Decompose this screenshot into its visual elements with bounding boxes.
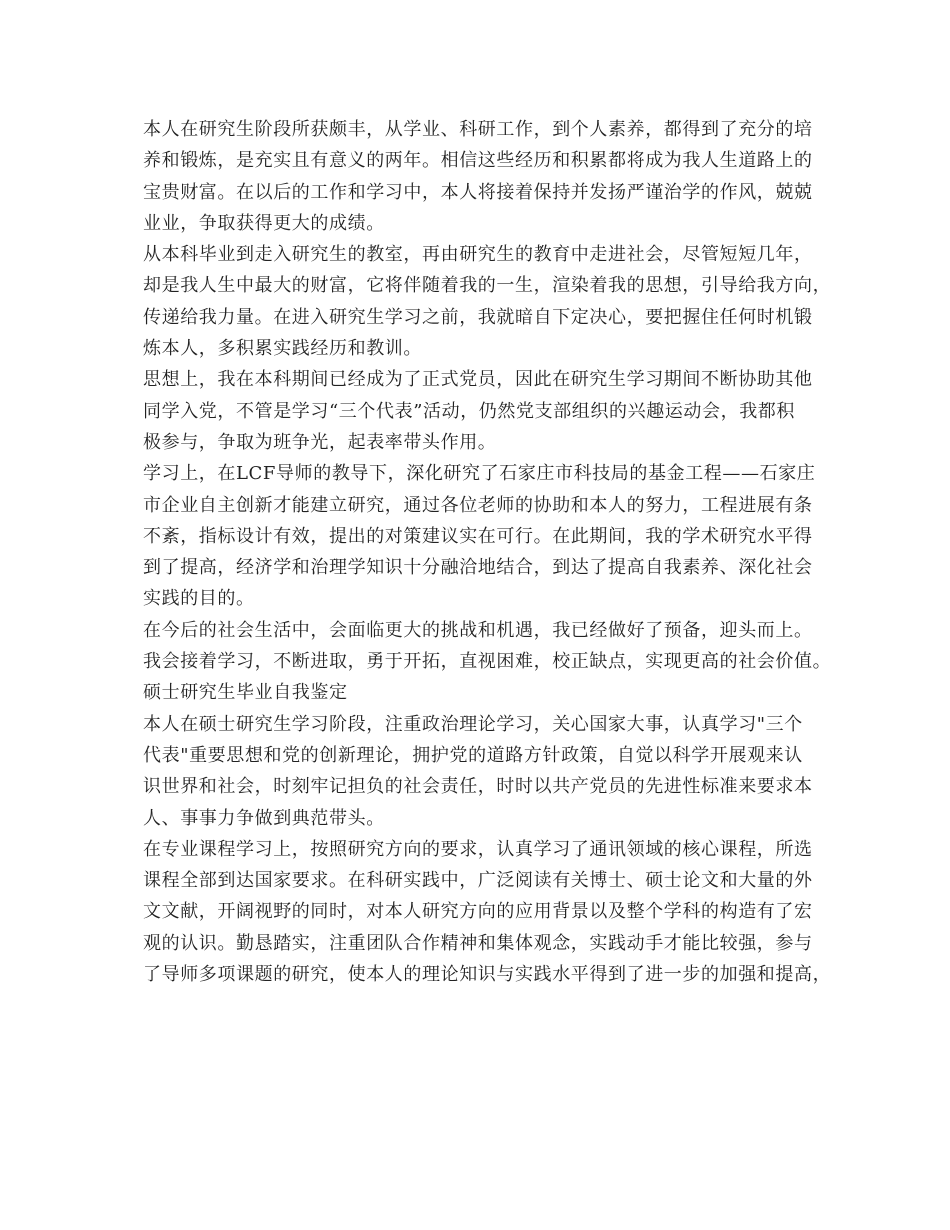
text-line: 炼本人，多积累实践经历和教训。	[143, 338, 422, 360]
text-line: 文文献，开阔视野的同时，对本人研究方向的应用背景以及整个学科的构造有了宏	[143, 901, 813, 923]
text-line: 市企业自主创新才能建立研究，通过各位老师的协助和本人的努力，工程进展有条	[143, 494, 813, 516]
document-body	[143, 114, 833, 990]
text-line: 观的认识。勤恳踏实，注重团队合作精神和集体观念，实践动手才能比较强，参与	[143, 932, 813, 954]
text-line: 宝贵财富。在以后的工作和学习中，本人将接着保持并发扬严谨治学的作风，兢兢	[143, 181, 813, 203]
text-line: 极参与，争取为班争光，起表率带头作用。	[143, 431, 497, 453]
text-line: 思想上，我在本科期间已经成为了正式党员，因此在研究生学习期间不断协助其他	[143, 369, 813, 391]
text-line: 传递给我力量。在进入研究生学习之前，我就暗自下定决心，要把握住任何时机锻	[143, 306, 813, 328]
text-line: 识世界和社会，时刻牢记担负的社会责任，时时以共产党员的先进性标准来要求本	[143, 776, 813, 798]
text-line: 不紊，指标设计有效，提出的对策建议实在可行。在此期间，我的学术研究水平得	[143, 525, 813, 547]
text-line: 养和锻炼，是充实且有意义的两年。相信这些经历和积累都将成为我人生道路上的	[143, 150, 813, 172]
text-line: 实践的目的。	[143, 588, 255, 610]
text-line: 本人在研究生阶段所获颇丰，从学业、科研工作，到个人素养，都得到了充分的培	[143, 119, 813, 140]
text-line: 业业，争取获得更大的成绩。	[143, 212, 385, 234]
text-line: 我会接着学习，不断进取，勇于开拓，直视困难，校正缺点，实现更高的社会价值。	[143, 651, 832, 673]
text-line: 从本科毕业到走入研究生的教室，再由研究生的教育中走进社会，尽管短短几年，	[143, 244, 813, 266]
text-line: 到了提高，经济学和治理学知识十分融洽地结合，到达了提高自我素养、深化社会	[143, 557, 813, 579]
text-line: 同学入党，不管是学习“三个代表”活动，仍然党支部组织的兴趣运动会，我都积	[143, 400, 796, 422]
text-line: 学习上，在LCF导师的教导下，深化研究了石家庄市科技局的基金工程——石家庄	[143, 463, 816, 485]
text-line: 在专业课程学习上，按照研究方向的要求，认真学习了通讯领域的核心课程，所选	[143, 838, 813, 860]
text-line: 在今后的社会生活中，会面临更大的挑战和机遇，我已经做好了预备，迎头而上。	[143, 619, 813, 641]
text-line: 代表"重要思想和党的创新理论，拥护党的道路方针政策，自觉以科学开展观来认	[143, 744, 803, 766]
text-line: 了导师多项课题的研究，使本人的理论知识与实践水平得到了进一步的加强和提高，	[143, 964, 832, 986]
section-heading: 硕士研究生毕业自我鉴定	[143, 682, 348, 704]
text-line: 本人在硕士研究生学习阶段，注重政治理论学习，关心国家大事，认真学习"三个	[143, 713, 803, 735]
text-line: 人、事事力争做到典范带头。	[143, 807, 385, 829]
text-line: 却是我人生中最大的财富，它将伴随着我的一生，渲染着我的思想，引导给我方向，	[143, 275, 832, 297]
text-line: 课程全部到达国家要求。在科研实践中，广泛阅读有关博士、硕士论文和大量的外	[143, 870, 813, 892]
